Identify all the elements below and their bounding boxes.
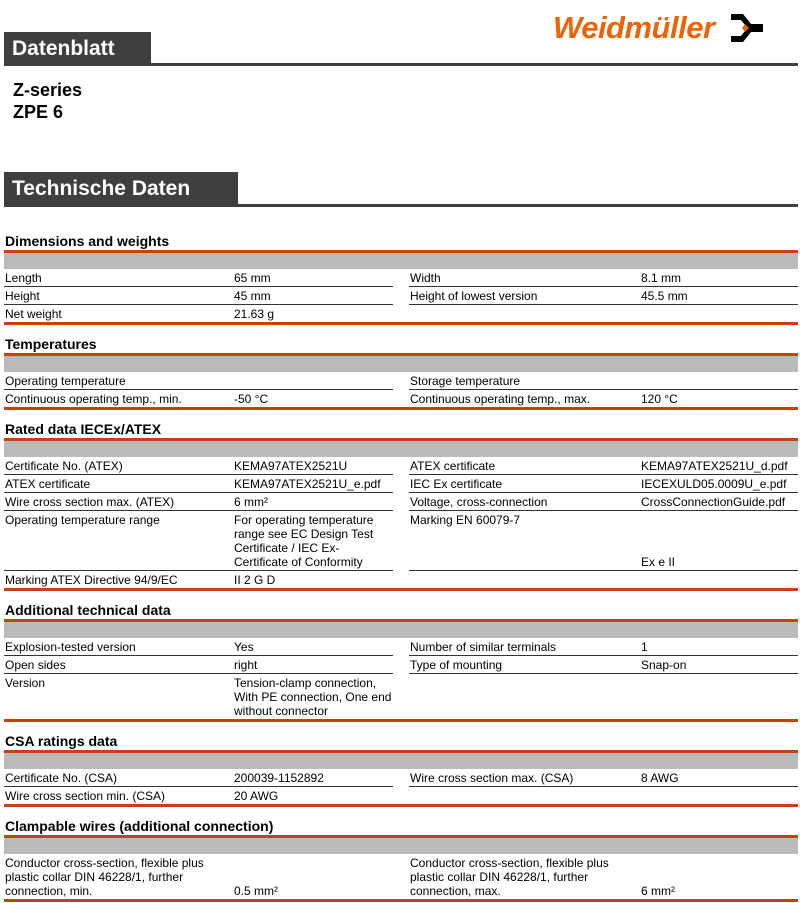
product-model: ZPE 6: [13, 102, 64, 122]
property-value: KEMA97ATEX2521U_e.pdf: [233, 475, 393, 493]
column-gap: [393, 638, 409, 656]
table-row: [4, 269, 798, 287]
section-title: Dimensions and weights: [5, 233, 170, 249]
property-label: Explosion-tested version: [4, 638, 233, 656]
property-value: CrossConnectionGuide.pdf: [640, 493, 798, 511]
property-value: 0.5 mm²: [234, 884, 279, 898]
property-value: [640, 787, 798, 804]
property-value: [233, 372, 393, 390]
property-value: 20 AWG: [234, 789, 279, 803]
property-value: 45 mm: [233, 287, 393, 305]
property-label: Certificate No. (ATEX): [4, 457, 233, 475]
property-label: Net weight: [5, 307, 62, 321]
property-label: Operating temperature: [4, 372, 233, 390]
datasheet-header: Datenblatt: [4, 32, 151, 65]
property-value: [640, 305, 798, 322]
property-label: ATEX certificate: [409, 457, 640, 475]
table-row: [4, 769, 798, 787]
column-gap: [393, 287, 409, 305]
brand-name: Weidmüller: [553, 10, 715, 45]
column-gap: [393, 493, 409, 511]
property-label: Number of similar terminals: [409, 638, 640, 656]
section-temperatures: [4, 331, 798, 410]
table-row: [4, 475, 798, 493]
property-label: Height of lowest version: [409, 287, 640, 305]
column-gap: [393, 854, 409, 899]
column-gap: [393, 656, 409, 674]
table-row: [4, 511, 798, 571]
column-gap: [393, 787, 409, 804]
section-end-rule: [4, 588, 798, 591]
section-title: Temperatures: [5, 336, 97, 352]
column-gap: [393, 390, 409, 407]
section-csa-ratings-data: [4, 728, 798, 807]
column-gap: [393, 372, 409, 390]
property-label: [409, 571, 640, 588]
property-label: Version: [5, 676, 46, 690]
section-title: Rated data IECEx/ATEX: [5, 421, 162, 437]
section-end-rule: [4, 804, 798, 807]
section-end-rule: [4, 322, 798, 325]
property-value: 6 mm²: [233, 493, 393, 511]
section-band: [4, 253, 798, 269]
property-label: Voltage, cross-connection: [409, 493, 640, 511]
section-title: Clampable wires (additional connection): [5, 818, 274, 834]
property-label: Operating temperature range: [4, 511, 233, 571]
property-label: Open sides: [4, 656, 233, 674]
section-end-rule: [4, 719, 798, 722]
section-title: Additional technical data: [5, 602, 171, 618]
column-gap: [393, 769, 409, 787]
weidmuller-logo: [553, 10, 765, 46]
property-label: Wire cross section max. (ATEX): [4, 493, 233, 511]
technical-data-sections: [4, 228, 798, 902]
section-band: [4, 622, 798, 638]
section-band: [4, 356, 798, 372]
property-value: [640, 674, 798, 719]
property-value: [640, 571, 798, 588]
table-row: [4, 571, 798, 588]
table-row: [4, 674, 798, 719]
table-row: [4, 854, 798, 899]
table-row: [4, 287, 798, 305]
property-value: Tension-clamp connection, With PE connection, One end without connector: [234, 676, 392, 718]
property-label: Type of mounting: [409, 656, 640, 674]
property-value: Yes: [233, 638, 393, 656]
property-label: Marking EN 60079-7: [409, 511, 640, 571]
section-band: [4, 753, 798, 769]
section-additional-technical-data: [4, 597, 798, 722]
property-value: 8 AWG: [640, 769, 798, 787]
section-rated-data-iecex-atex: [4, 416, 798, 591]
property-label: Continuous operating temp., max.: [410, 392, 591, 406]
section-dimensions-and-weights: [4, 228, 798, 325]
table-row: [4, 372, 798, 390]
property-label: Wire cross section max. (CSA): [409, 769, 640, 787]
column-gap: [393, 457, 409, 475]
property-value: right: [233, 656, 393, 674]
property-value: 200039-1152892: [233, 769, 393, 787]
property-value: II 2 G D: [234, 573, 276, 587]
property-value: 6 mm²: [641, 884, 675, 898]
property-label: Conductor cross-section, flexible plus plastic collar DIN 46228/1, further connection, max.: [410, 856, 609, 898]
property-value: 45.5 mm: [640, 287, 798, 305]
property-value: Ex e II: [640, 511, 798, 571]
property-label: Length: [4, 269, 233, 287]
table-row: [4, 493, 798, 511]
table-row: [4, 638, 798, 656]
wm-logo-icon: [729, 10, 765, 46]
property-value: Snap-on: [640, 656, 798, 674]
property-label: Wire cross section min. (CSA): [5, 789, 166, 803]
property-label: Conductor cross-section, flexible plus plastic collar DIN 46228/1, further connection, min.: [5, 856, 204, 898]
property-value: [640, 372, 798, 390]
section-title: CSA ratings data: [5, 733, 118, 749]
property-value: -50 °C: [234, 392, 269, 406]
column-gap: [393, 269, 409, 287]
property-label: [409, 674, 640, 719]
column-gap: [393, 305, 409, 322]
property-label: ATEX certificate: [4, 475, 233, 493]
section-end-rule: [4, 407, 798, 410]
property-label: [409, 787, 640, 804]
column-gap: [393, 571, 409, 588]
property-label: Storage temperature: [409, 372, 640, 390]
property-label: Marking ATEX Directive 94/9/EC: [5, 573, 178, 587]
product-series: Z-series: [13, 80, 83, 100]
column-gap: [393, 475, 409, 493]
property-label: Certificate No. (CSA): [4, 769, 233, 787]
header-divider: [4, 63, 798, 66]
table-row: [4, 787, 798, 804]
property-value: 65 mm: [233, 269, 393, 287]
section-band: [4, 441, 798, 457]
property-label: Height: [4, 287, 233, 305]
property-value: KEMA97ATEX2521U: [233, 457, 393, 475]
section-end-rule: [4, 899, 798, 902]
property-value: IECEXULD05.0009U_e.pdf: [640, 475, 798, 493]
property-value: KEMA97ATEX2521U_d.pdf: [640, 457, 798, 475]
property-value: 8.1 mm: [640, 269, 798, 287]
property-value: 120 °C: [641, 392, 678, 406]
property-value: 1: [640, 638, 798, 656]
technical-data-divider: [4, 204, 798, 207]
column-gap: [393, 674, 409, 719]
column-gap: [393, 511, 409, 571]
property-value: 21.63 g: [234, 307, 275, 321]
table-row: [4, 305, 798, 322]
table-row: [4, 457, 798, 475]
technical-data-header: Technische Daten: [4, 172, 238, 206]
property-label: [409, 305, 640, 322]
section-band: [4, 838, 798, 854]
property-label: IEC Ex certificate: [409, 475, 640, 493]
table-row: [4, 390, 798, 407]
property-label: Continuous operating temp., min.: [5, 392, 182, 406]
property-value: For operating temperature range see EC Design Test Certificate / IEC Ex-Certificate of Conformity: [233, 511, 393, 571]
section-clampable-wires-additional-connection: [4, 813, 798, 902]
property-label: Width: [409, 269, 640, 287]
table-row: [4, 656, 798, 674]
